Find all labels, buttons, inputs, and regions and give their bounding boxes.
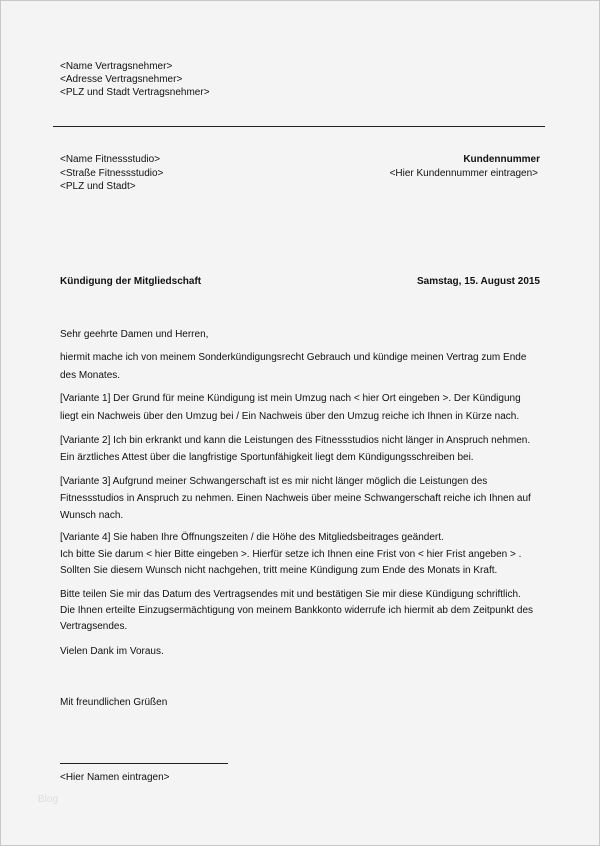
variant3-line: [Variante 3] Aufgrund meiner Schwangerschaft ist es mir nicht länger möglich die Leistungen des [60,476,488,487]
variant4-line: Ich bitte Sie darum < hier Bitte eingeben >. Hierfür setze ich Ihnen eine Frist von < hier Frist angeben > . [60,549,522,560]
divider [53,126,545,127]
intro-line: hiermit mache ich von meinem Sonderkündigungsrecht Gebrauch und kündige meinen Vertrag zum Ende [60,352,527,363]
variant3-line: Wunsch nach. [60,510,124,521]
request-line: Die Ihnen erteilte Einzugsermächtigung von meinem Bankkonto widerrufe ich hiermit ab dem Zeitpunkt des [60,605,534,616]
signature-line [60,763,228,764]
recipient-street: <Straße Fitnessstudio> [60,168,164,179]
variant4-line: [Variante 4] Sie haben Ihre Öffnungszeiten / die Höhe des Mitgliedsbeitrages geändert. [60,532,444,543]
request-line: Vertragsendes. [60,621,128,632]
recipient-city: <PLZ und Stadt> [60,181,136,192]
variant4-line: Sollten Sie diesem Wunsch nicht nachgehen, tritt meine Kündigung zum Ende des Monats in Kraft. [60,565,498,576]
variant3-line: Fitnessstudios in Anspruch zu nehmen. Einen Nachweis über meine Schwangerschaft reiche ich Ihnen auf [60,493,531,504]
date: Samstag, 15. August 2015 [416,276,540,287]
subject: Kündigung der Mitgliedschaft [60,276,202,287]
variant1-line: liegt ein Nachweis über den Umzug bei / Ein Nachweis über den Umzug reiche ich Ihnen in Kürze nach. [60,411,520,422]
customer-number-label: Kundennummer [463,154,540,165]
recipient-name: <Name Fitnessstudio> [60,154,161,165]
sender-address: <Adresse Vertragsnehmer> [60,74,183,85]
intro-line: des Monates. [60,370,121,381]
variant2-line: [Variante 2] Ich bin erkrankt und kann die Leistungen des Fitnessstudios nicht länger in Anspruch nehmen. [60,435,531,446]
variant1-line: [Variante 1] Der Grund für meine Kündigung ist mein Umzug nach < hier Ort eingeben >. Der Kündigung [60,393,521,404]
request-line: Bitte teilen Sie mir das Datum des Vertragsendes mit und bestätigen Sie mir diese Kündigung schriftlich. [60,589,521,600]
thanks: Vielen Dank im Voraus. [60,646,164,657]
closing: Mit freundlichen Grüßen [60,697,168,708]
sender-city: <PLZ und Stadt Vertragsnehmer> [60,87,210,98]
variant2-line: Ein ärztliches Attest über die langfristige Sportunfähigkeit liegt dem Kündigungsschreiben bei. [60,452,474,463]
sender-name: <Name Vertragsnehmer> [60,61,173,72]
signature-name: <Hier Namen eintragen> [60,772,170,783]
customer-number-value: <Hier Kundennummer eintragen> [389,168,538,179]
watermark: Blog [38,794,59,805]
greeting: Sehr geehrte Damen und Herren, [60,329,209,340]
